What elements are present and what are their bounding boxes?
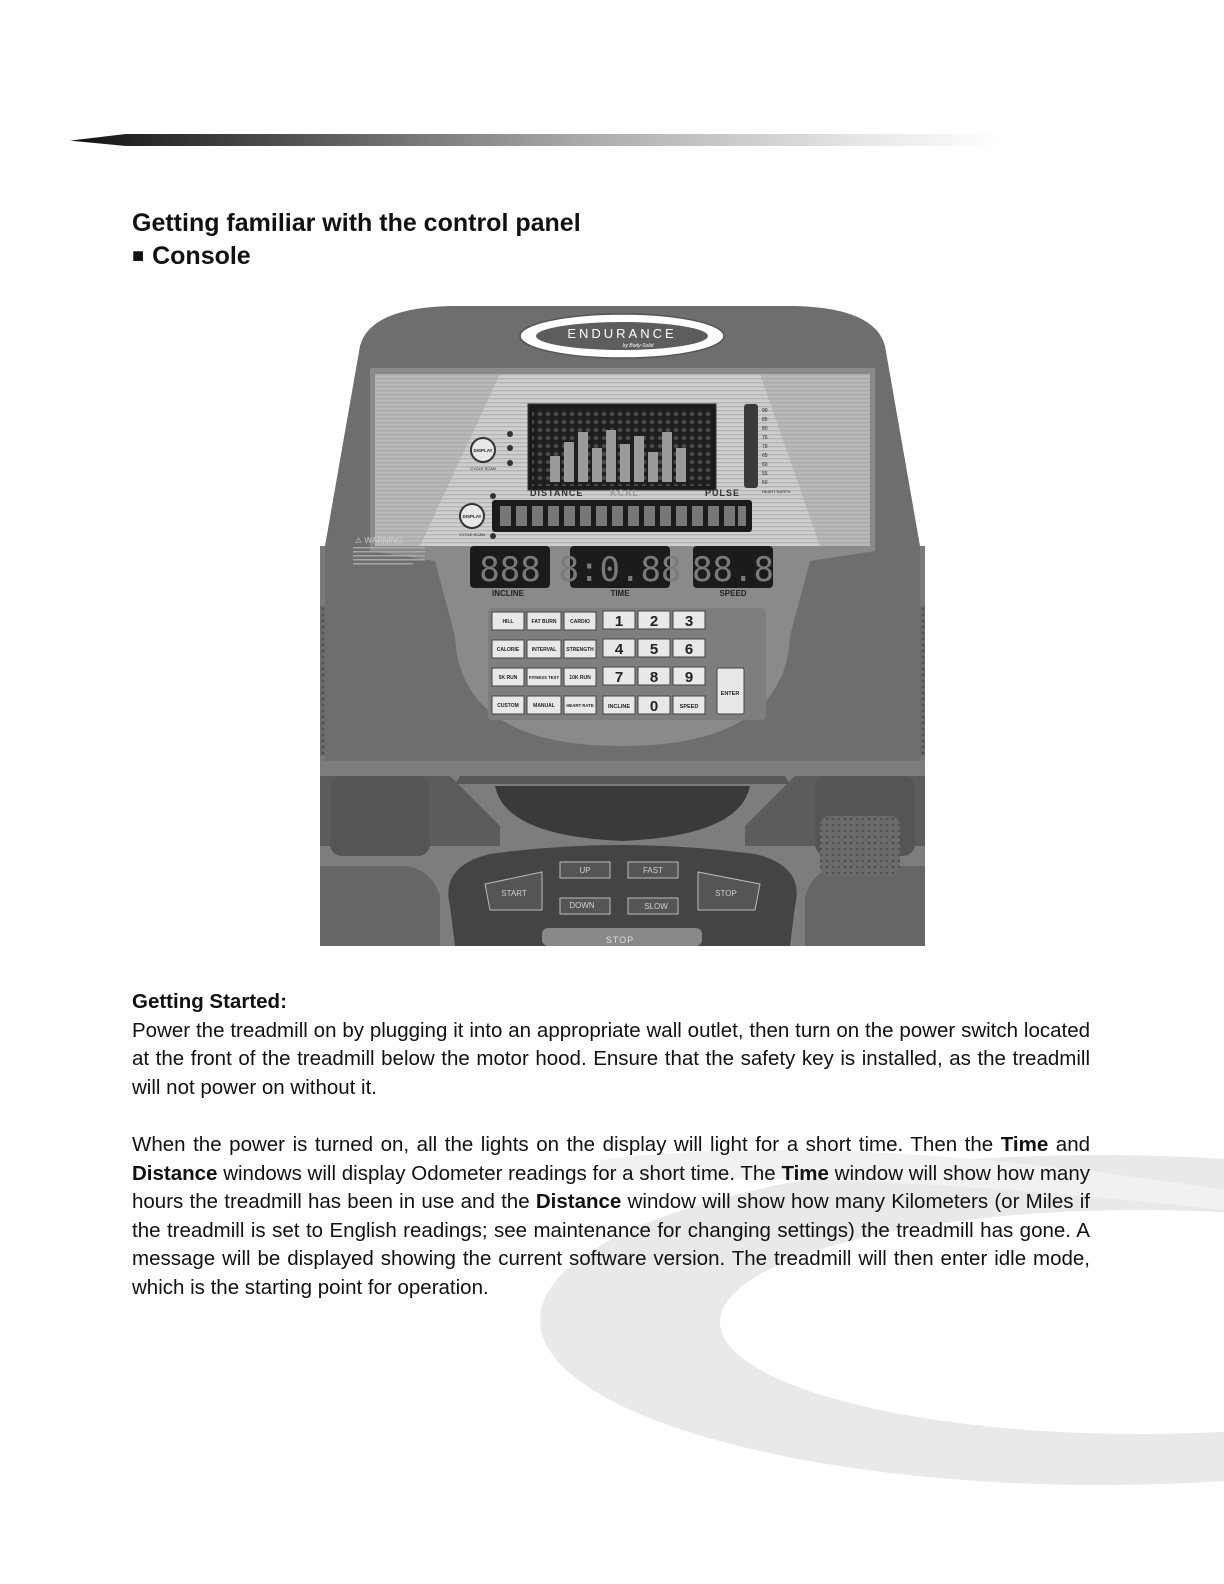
key-hill[interactable]: HILL [502, 619, 514, 625]
display-button-label-2: DISPLAY [462, 514, 482, 519]
key-incline[interactable]: INCLINE [608, 704, 630, 710]
subsection-title: Console [152, 242, 251, 270]
key-5k-run[interactable]: 5K RUN [498, 675, 518, 681]
key-9[interactable]: 9 [684, 669, 694, 686]
stop-strip-label: STOP [605, 935, 635, 945]
time-label: TIME [610, 589, 630, 598]
pulse-label: PULSE [705, 488, 741, 498]
key-10k-run[interactable]: 10K RUN [569, 675, 591, 681]
key-1[interactable]: 1 [614, 613, 624, 630]
key-custom[interactable]: CUSTOM [497, 703, 519, 709]
getting-started-paragraph-2: When the power is turned on, all the lights on the display will light for a short time. Then the Time and Distance windows will display Odometer readings for a short time. The Time window will show how many hours the treadmill has been in use and the Distance window will show how many Kilometers (or Miles if the treadmill is set to English readings; see maintenance for changing settings) the treadmill has gone. A message will be displayed showing the current software version. The treadmill will then enter idle mode, which is the starting point for operation. [132, 1132, 1090, 1299]
key-8[interactable]: 8 [649, 669, 659, 686]
key-strength[interactable]: STRENGTH [566, 647, 594, 653]
svg-text:55: 55 [762, 471, 768, 477]
key-fat-burn[interactable]: FAT BURN [531, 619, 557, 625]
stop-button[interactable]: STOP [715, 889, 737, 898]
speed-label: SPEED [719, 589, 747, 598]
display-button-label-1: DISPLAY [473, 448, 493, 453]
getting-started-heading: Getting Started: [132, 990, 287, 1013]
alpha-segment-strip [500, 506, 746, 526]
svg-text:60: 60 [762, 462, 768, 468]
key-manual[interactable]: MANUAL [533, 703, 555, 709]
time-readout: 8:0.88 [558, 550, 682, 590]
incline-readout: 888 [479, 550, 541, 590]
watermark-text: END [850, 1269, 1202, 1401]
svg-text:50: 50 [762, 480, 768, 486]
key-4[interactable]: 4 [614, 641, 624, 658]
kcal-label: KCAL [610, 488, 639, 498]
slow-button[interactable]: SLOW [644, 902, 668, 911]
down-button[interactable]: DOWN [569, 901, 595, 910]
key-6[interactable]: 6 [684, 641, 694, 658]
getting-started-section [132, 988, 1090, 1303]
svg-text:70: 70 [762, 444, 768, 450]
heart-rate-label: HEART RATE% [762, 489, 791, 494]
svg-text:80: 80 [762, 426, 768, 432]
svg-text:65: 65 [762, 453, 768, 459]
distance-label: DISTANCE [530, 488, 584, 498]
key-calorie[interactable]: CALORIE [496, 647, 520, 653]
key-heart-rate[interactable]: HEART RATE [566, 703, 594, 708]
svg-text:75: 75 [762, 435, 768, 441]
console-illustration [320, 306, 925, 946]
warning-label: ⚠ WARNING [355, 536, 403, 545]
key-7[interactable]: 7 [614, 669, 624, 686]
heart-scale [762, 408, 768, 486]
key-speed[interactable]: SPEED [679, 704, 699, 710]
subsection-heading [132, 242, 251, 271]
key-3[interactable]: 3 [684, 613, 694, 630]
section-title: Getting familiar with the control panel [132, 209, 581, 237]
start-button[interactable]: START [501, 889, 527, 898]
bullet: ■ [132, 245, 145, 267]
cycle-scan-label-1: CYCLE SCAN [470, 466, 496, 471]
cycle-scan-label-2: CYCLE SCAN [459, 532, 485, 537]
key-enter[interactable]: ENTER [720, 691, 740, 697]
key-interval[interactable]: INTERVAL [531, 647, 557, 653]
fast-button[interactable]: FAST [642, 866, 664, 875]
up-button[interactable]: UP [579, 866, 591, 875]
speed-readout: 88.8 [692, 550, 774, 590]
svg-text:90: 90 [762, 408, 768, 414]
key-fitness-test[interactable]: FITNESS TEST [528, 675, 560, 680]
brand-sub-text: by Body-Solid [622, 343, 654, 349]
header-rule [70, 134, 1000, 146]
key-5[interactable]: 5 [649, 641, 659, 658]
key-0[interactable]: 0 [649, 698, 659, 715]
key-2[interactable]: 2 [649, 613, 659, 630]
brand-logo-text: ENDURANCE [567, 326, 677, 341]
getting-started-paragraph-1: Power the treadmill on by plugging it into an appropriate wall outlet, then turn on the power switch located at the front of the treadmill below the motor hood. Ensure that the safety key is installed, as the treadmill will not power on without it. [132, 1018, 1090, 1099]
incline-label: INCLINE [492, 589, 524, 598]
svg-text:85: 85 [762, 417, 768, 423]
key-cardio[interactable]: CARDIO [570, 619, 590, 625]
